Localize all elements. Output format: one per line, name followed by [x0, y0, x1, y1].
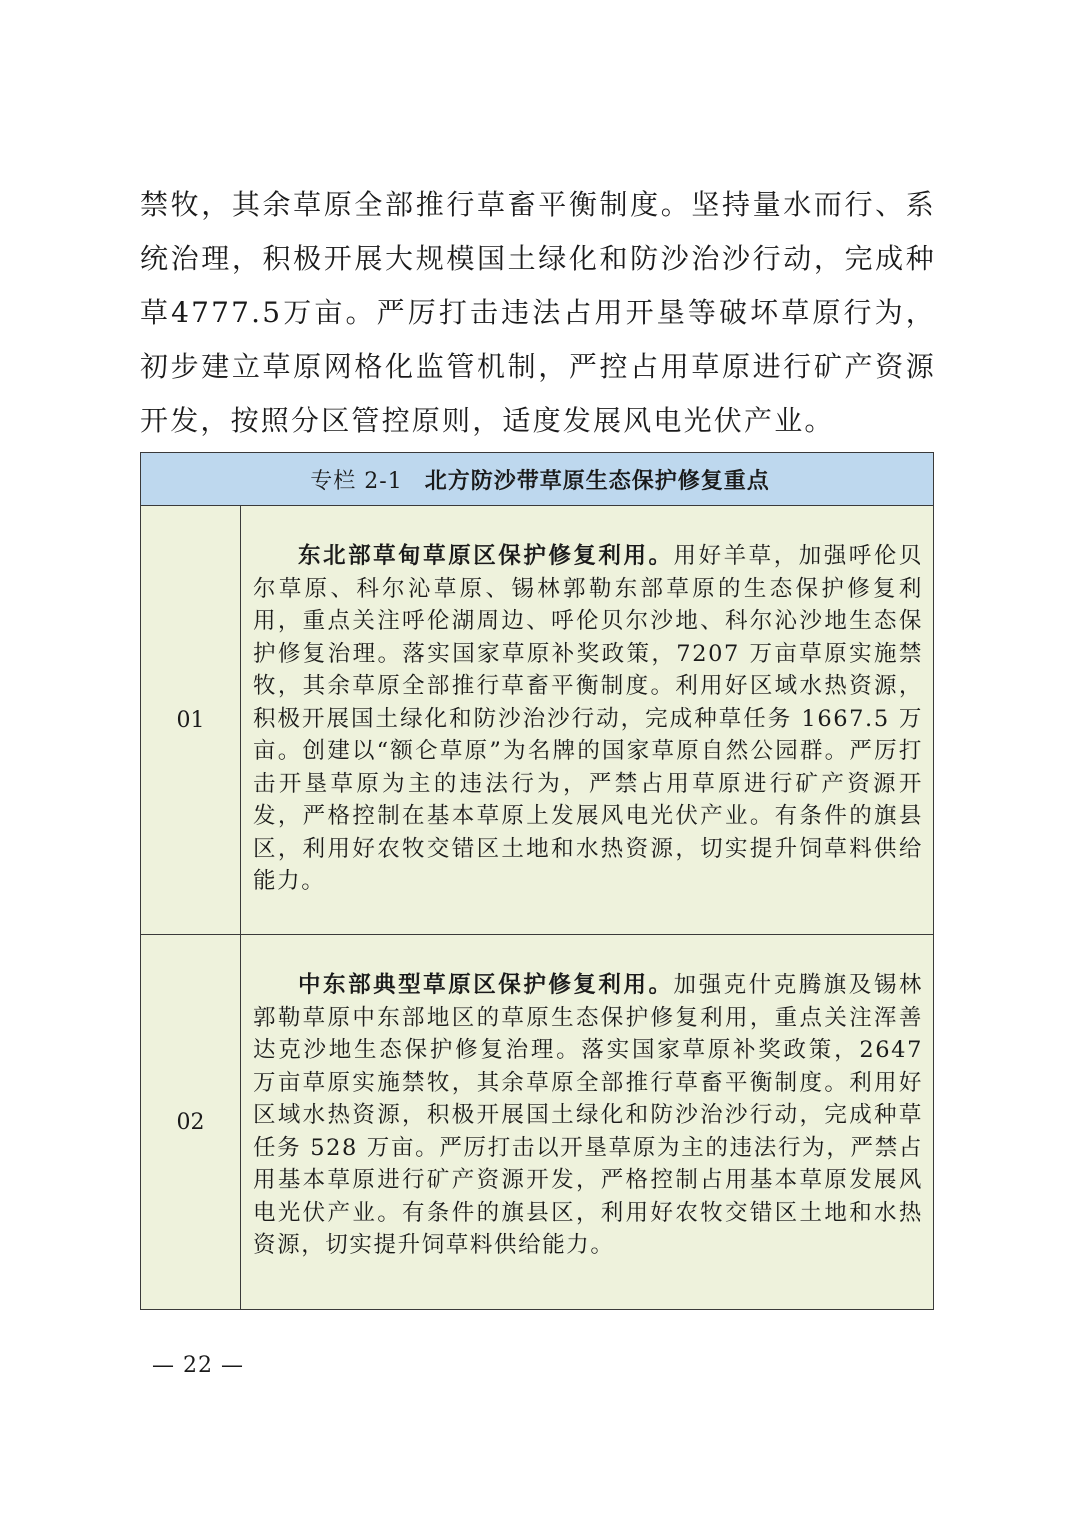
row-number: 01: [141, 506, 241, 934]
row-lead-heading: 东北部草甸草原区保护修复利用。: [298, 543, 674, 569]
row-number: 02: [141, 935, 241, 1309]
feature-box-header: [141, 453, 933, 506]
row-body-text: 用好羊草，加强呼伦贝尔草原、科尔沁草原、锡林郭勒东部草原的生态保护修复利用，重点关注呼伦湖周边、呼伦贝尔沙地、科尔沁沙地生态保护修复治理。落实国家草原补奖政策，7207 万亩草原实施禁牧，其余草原全部推行草畜平衡制度。利用好区域水热资源，积极开展国土绿化和防沙治沙行动，完成种草任务 1667.5 万亩。创建以“额仑草原”为名牌的国家草原自然公园群。严厉打击开垦草原为主的违法行为，严禁占用草原进行矿产资源开发，严格控制在基本草原上发展风电光伏产业。有条件的旗县区，利用好农牧交错区土地和水热资源，切实提升饲草料供给能力。: [253, 543, 923, 894]
column-label: 专栏 2-1: [310, 468, 403, 494]
row-body-text: 加强克什克腾旗及锡林郭勒草原中东部地区的草原生态保护修复利用，重点关注浑善达克沙地生态保护修复治理。落实国家草原补奖政策，2647 万亩草原实施禁牧，其余草原全部推行草畜平衡制度。利用好区域水热资源，积极开展国土绿化和防沙治沙行动，完成种草任务 528 万亩。严厉打击以开垦草原为主的违法行为，严禁占用基本草原进行矿产资源开发，严格控制占用基本草原发展风电光伏产业。有条件的旗县区，利用好农牧交错区土地和水热资源，切实提升饲草料供给能力。: [253, 972, 923, 1258]
feature-box: [140, 452, 934, 1310]
table-row: [141, 506, 933, 935]
row-content: [241, 935, 933, 1309]
intro-paragraph: 禁牧，其余草原全部推行草畜平衡制度。坚持量水而行、系统治理，积极开展大规模国土绿化和防沙治沙行动，完成种草4777.5万亩。严厉打击违法占用开垦等破坏草原行为，初步建立草原网格化监管机制，严控占用草原进行矿产资源开发，按照分区管控原则，适度发展风电光伏产业。: [140, 188, 936, 437]
feature-box-title: 北方防沙带草原生态保护修复重点: [424, 468, 770, 494]
table-row: [141, 935, 933, 1309]
row-content: [241, 506, 933, 934]
page-number: — 22 —: [152, 1353, 244, 1378]
row-lead-heading: 中东部典型草原区保护修复利用。: [298, 972, 674, 998]
